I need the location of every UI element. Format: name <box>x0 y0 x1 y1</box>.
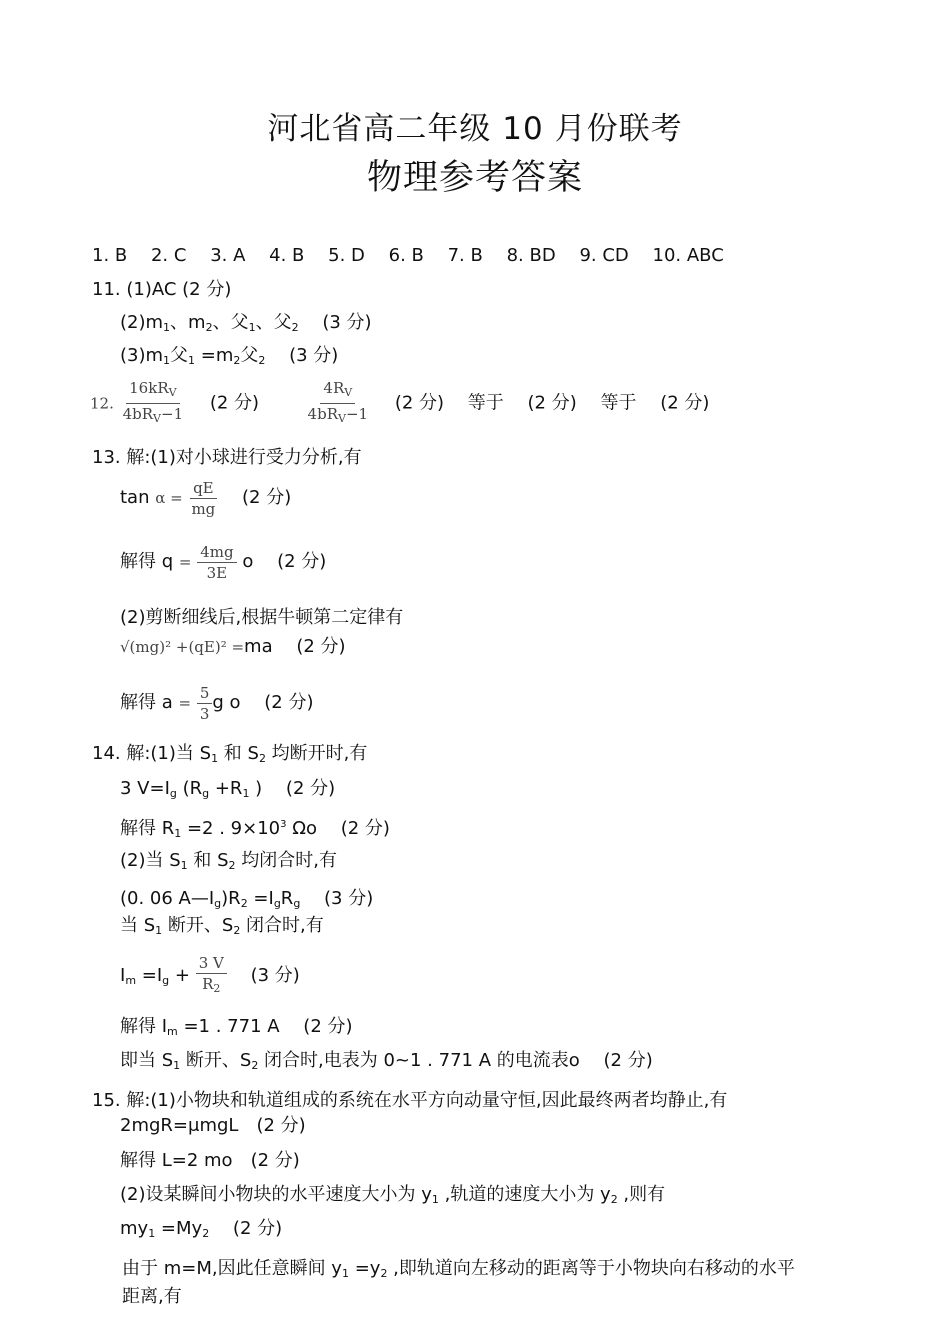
q11-line2: $(2)m_1$、$m_2$、父$_1$、父$_2$ (3 分) <box>120 312 372 334</box>
q14-line1: 14. 解:(1)当 $S_1$ 和 $S_2$ 均断开时,有 <box>92 743 368 765</box>
score: (2 分) <box>340 818 390 839</box>
mc-answer: 7. B <box>447 245 483 266</box>
mc-answer: 9. CD <box>579 245 629 266</box>
score: (2 分) <box>660 392 710 414</box>
mc-answer: 10. ABC <box>652 245 724 266</box>
q14-line2: 3 $V=I_g$ ($R_g +R_1$ ) (2 分) <box>120 778 336 800</box>
page-title: 河北省高二年级 10 月份联考 <box>267 111 683 147</box>
q14-line7: $I_m =I_g$ + $\frac{3 V}{R_2}$ (3 分) <box>120 954 300 995</box>
score: (3 分) <box>322 312 372 333</box>
score: (2 分) <box>256 1115 306 1136</box>
mc-answer: 4. B <box>269 245 305 266</box>
q14-line3: 解得 $R_1 =2$ . $9\times 10^3$ Ωo (2 分) <box>120 818 390 840</box>
score: (2 分) <box>209 392 260 414</box>
q15-line4: (2)设某瞬间小物块的水平速度大小为 $y_1$ ,轨道的速度大小为 $y_2$ ,则有 <box>120 1184 666 1206</box>
score: (2 分) <box>527 392 577 414</box>
score: (2 分) <box>264 692 314 713</box>
score: (2 分) <box>394 392 445 414</box>
q13-line4: (2)剪断细线后,根据牛顿第二定律有 <box>120 607 404 628</box>
mc-answer: 5. D <box>328 245 365 266</box>
q14-line4: (2)当 $S_1$ 和 $S_2$ 均闭合时,有 <box>120 850 337 872</box>
mc-answers <box>92 245 724 267</box>
q13-line2: tan α = $\frac{qE}{mg}$ (2 分) <box>120 478 292 518</box>
score: (2 分) <box>603 1050 653 1071</box>
q14-line8: 解得 $I_m =1$ . 771 A (2 分) <box>120 1016 353 1038</box>
q14-line6: 当 $S_1$ 断开、$S_2$ 闭合时,有 <box>120 915 324 937</box>
q15-line5: $my_1 =My_2$ (2 分) <box>120 1218 283 1240</box>
score: (2 分) <box>242 487 292 508</box>
q13-line6: 解得 a = $\frac{5}{3}$ g o (2 分) <box>120 683 314 723</box>
q15-line2: 2mgR=μmgL (2 分) <box>120 1115 306 1136</box>
q15-line3: 解得 L=2 mo (2 分) <box>120 1150 300 1171</box>
score: (2 分) <box>277 551 327 572</box>
score: (2 分) <box>250 1150 300 1171</box>
score: (3 分) <box>250 965 300 986</box>
mc-answer: 6. B <box>388 245 424 266</box>
score: (2 分) <box>285 778 336 799</box>
q14-line5: (0. 06 $A—I_g)R_2 =I_gR_g$ (3 分) <box>120 888 374 910</box>
q12-fraction-1: $\frac{16kR_V}{4bR_V-1}$ <box>122 379 184 425</box>
q14-line9: 即当 $S_1$ 断开、$S_2$ 闭合时,电表为 0~1 . 771 A 的电流表o (2 分) <box>120 1050 653 1072</box>
q13-line1: 13. 解:(1)对小球进行受力分析,有 <box>92 447 362 468</box>
q13-line3: 解得 q = $\frac{4mg}{3E}$ o (2 分) <box>120 542 327 582</box>
mc-answer: 2. C <box>150 245 187 266</box>
score: (2 分) <box>296 636 346 657</box>
score: (3 分) <box>324 888 374 909</box>
score: (3 分) <box>289 345 339 366</box>
q12-fraction-2: $\frac{4R_V}{4bR_V-1}$ <box>307 379 369 425</box>
q15-line6: 由于 m=M,因此任意瞬间 $y_1 =y_2$ ,即轨道向左移动的距离等于小物块向右移动的水平 <box>122 1258 795 1280</box>
q11-line1: 11. (1)AC (2 分) <box>92 279 232 300</box>
q15-line7: 距离,有 <box>122 1286 182 1307</box>
score: (2 分) <box>232 1218 283 1239</box>
mc-answer: 3. A <box>210 245 246 266</box>
mc-answer: 1. B <box>92 245 128 266</box>
page-subtitle: 物理参考答案 <box>366 158 583 198</box>
q11-line3: $(3)m_1$父$_1 =m_2$父$_2$ (3 分) <box>120 345 339 367</box>
mc-answer: 8. BD <box>506 245 556 266</box>
q15-line1: 15. 解:(1)小物块和轨道组成的系统在水平方向动量守恒,因此最终两者均静止,有 <box>92 1090 728 1111</box>
score: (2 分) <box>303 1016 353 1037</box>
q13-line5: √(mg)² +(qE)² =ma (2 分) <box>120 636 346 657</box>
q12-line: 12. $\frac{16kR_V}{4bR_V-1}$ (2 分) $\frac{4R_V}{4bR_V-1}$ (2 分) 等于 (2 分) 等于 (2 分) <box>90 379 710 425</box>
